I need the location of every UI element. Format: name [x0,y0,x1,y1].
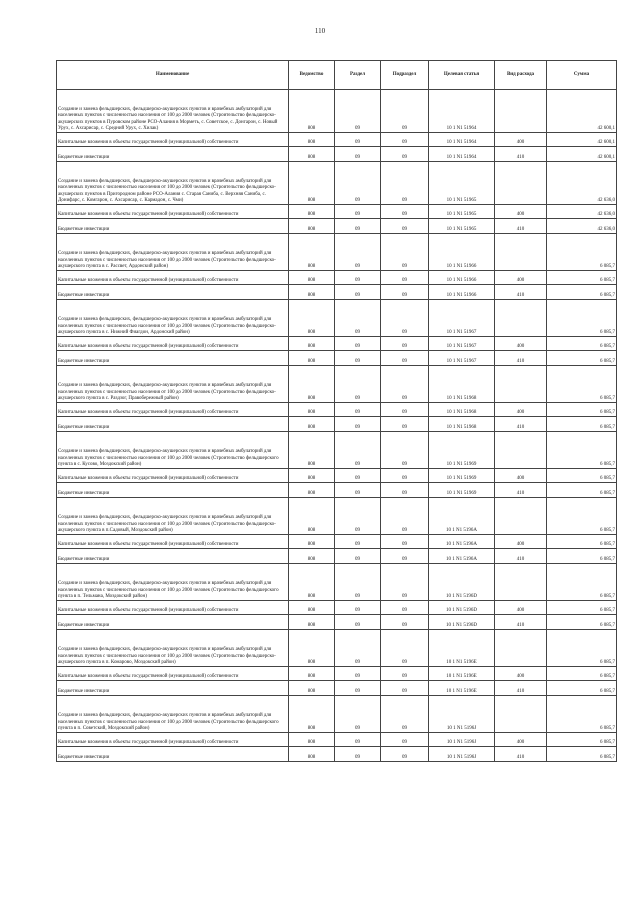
cell-statya: 10 1 N1 51964 [429,147,495,162]
cell-statya: 10 1 N1 5196D [429,564,495,601]
cell-name: Создание и замена фельдшерских, фельдшерско-акушерских пунктов и врачебных амбулаторий для населенных пунктов с численностью населения от 100 до 2000 человек (Строительство фельдшерского пункта в с. Кусово, Моздокский район) [57,432,289,469]
cell-razdel: 09 [335,667,381,681]
cell-summa: 42 636,0 [547,205,617,219]
cell-summa: 6 085,7 [547,696,617,733]
cell-razdel: 09 [335,162,381,205]
cell-vid [495,432,547,469]
cell-summa: 6 085,7 [547,681,617,696]
cell-name: Создание и замена фельдшерских, фельдшерско-акушерских пунктов и врачебных амбулаторий для населенных пунктов с численностью населения от 100 до 2000 человек (Строительство фельдшерско-акушерского пункта в с. Рассвет, Ардонский район) [57,234,289,271]
cell-vedomstvo: 808 [289,403,335,417]
cell-statya: 10 1 N1 5196J [429,733,495,747]
cell-summa: 6 085,7 [547,747,617,762]
cell-vid [495,162,547,205]
table-row [57,696,617,733]
cell-name: Создание и замена фельдшерских, фельдшерско-акушерских пунктов и врачебных амбулаторий для населенных пунктов с численностью населения от 100 до 2000 человек (Строительство фельдшерско-акушерских пунктов в Пуровском районе РСО-Алания в Морметь, с. Советское, с. Донгарон, с. Новый Урух, с. Ахсарисар, с. Средний Урух, с. Хилак) [57,90,289,133]
cell-razdel: 09 [335,681,381,696]
cell-vid: 400 [495,403,547,417]
cell-podrazdel: 09 [381,601,429,615]
table-row [57,498,617,535]
table-row [57,483,617,498]
cell-name: Создание и замена фельдшерских, фельдшерско-акушерских пунктов и врачебных амбулаторий для населенных пунктов с численностью населения от 100 до 2000 человек (Строительство фельдшерского пункта в п. Тельмана, Моздокский район) [57,564,289,601]
cell-name: Бюджетные инвестиции [57,549,289,564]
cell-statya: 10 1 N1 51968 [429,366,495,403]
cell-statya: 10 1 N1 51969 [429,483,495,498]
col-header-razdel: Раздел [335,61,381,90]
cell-vid: 400 [495,535,547,549]
cell-vedomstvo: 808 [289,133,335,147]
cell-vid: 400 [495,733,547,747]
cell-podrazdel: 09 [381,747,429,762]
cell-podrazdel: 09 [381,615,429,630]
table-row [57,667,617,681]
cell-summa: 6 085,7 [547,549,617,564]
cell-podrazdel: 09 [381,351,429,366]
page-number: 110 [314,27,326,35]
cell-razdel: 09 [335,564,381,601]
cell-vedomstvo: 808 [289,219,335,234]
cell-razdel: 09 [335,147,381,162]
cell-summa: 6 085,7 [547,300,617,337]
cell-podrazdel: 09 [381,205,429,219]
cell-statya: 10 1 N1 51969 [429,432,495,469]
col-header-podrazdel: Подраздел [381,61,429,90]
cell-razdel: 09 [335,696,381,733]
cell-podrazdel: 09 [381,417,429,432]
col-header-vid: Вид расхода [495,61,547,90]
cell-name: Бюджетные инвестиции [57,417,289,432]
cell-vid [495,696,547,733]
table-row [57,601,617,615]
cell-summa: 6 085,7 [547,483,617,498]
cell-podrazdel: 09 [381,90,429,133]
cell-vid: 400 [495,469,547,483]
cell-summa: 42 600,1 [547,147,617,162]
cell-razdel: 09 [335,747,381,762]
cell-name: Бюджетные инвестиции [57,351,289,366]
cell-name: Бюджетные инвестиции [57,219,289,234]
table-row [57,271,617,285]
cell-statya: 10 1 N1 51966 [429,285,495,300]
cell-podrazdel: 09 [381,681,429,696]
table-row [57,549,617,564]
cell-razdel: 09 [335,90,381,133]
table-row [57,747,617,762]
cell-podrazdel: 09 [381,535,429,549]
cell-vid: 410 [495,351,547,366]
cell-statya: 10 1 N1 5196A [429,535,495,549]
table-row [57,285,617,300]
cell-vid [495,90,547,133]
cell-vid: 410 [495,417,547,432]
cell-razdel: 09 [335,615,381,630]
cell-name: Капитальные вложения в объекты государственной (муниципальной) собственности [57,133,289,147]
col-header-statya: Целевая статья [429,61,495,90]
cell-vid: 400 [495,601,547,615]
cell-vedomstvo: 808 [289,696,335,733]
cell-name: Создание и замена фельдшерских, фельдшерско-акушерских пунктов и врачебных амбулаторий для населенных пунктов с численностью населения от 100 до 2000 человек (Строительство фельдшерско-акушерского пункта в с. Раздзог, Правобережный район) [57,366,289,403]
cell-vid: 400 [495,205,547,219]
cell-podrazdel: 09 [381,366,429,403]
cell-summa: 6 085,7 [547,271,617,285]
cell-summa: 42 636,0 [547,219,617,234]
cell-vid [495,300,547,337]
cell-razdel: 09 [335,417,381,432]
table-row [57,337,617,351]
cell-podrazdel: 09 [381,498,429,535]
cell-name: Капитальные вложения в объекты государственной (муниципальной) собственности [57,271,289,285]
cell-vedomstvo: 808 [289,564,335,601]
cell-vedomstvo: 808 [289,549,335,564]
cell-podrazdel: 09 [381,147,429,162]
table-row [57,234,617,271]
table-row [57,733,617,747]
cell-vid: 400 [495,337,547,351]
cell-statya: 10 1 N1 51968 [429,417,495,432]
cell-name: Бюджетные инвестиции [57,285,289,300]
table-row [57,564,617,601]
cell-podrazdel: 09 [381,234,429,271]
cell-vedomstvo: 808 [289,630,335,667]
cell-summa: 42 600,1 [547,133,617,147]
cell-vedomstvo: 808 [289,205,335,219]
cell-vedomstvo: 808 [289,498,335,535]
cell-statya: 10 1 N1 5196J [429,747,495,762]
cell-name: Капитальные вложения в объекты государственной (муниципальной) собственности [57,205,289,219]
cell-vedomstvo: 808 [289,234,335,271]
cell-summa: 6 085,7 [547,630,617,667]
cell-razdel: 09 [335,403,381,417]
cell-statya: 10 1 N1 51965 [429,219,495,234]
table-row [57,90,617,133]
cell-vedomstvo: 808 [289,162,335,205]
cell-vedomstvo: 808 [289,337,335,351]
cell-statya: 10 1 N1 51968 [429,403,495,417]
cell-vid [495,498,547,535]
cell-podrazdel: 09 [381,300,429,337]
cell-statya: 10 1 N1 51965 [429,162,495,205]
cell-vedomstvo: 808 [289,90,335,133]
cell-name: Капитальные вложения в объекты государственной (муниципальной) собственности [57,469,289,483]
cell-podrazdel: 09 [381,432,429,469]
cell-razdel: 09 [335,234,381,271]
cell-podrazdel: 09 [381,219,429,234]
cell-podrazdel: 09 [381,337,429,351]
cell-podrazdel: 09 [381,733,429,747]
cell-vid: 400 [495,667,547,681]
cell-vedomstvo: 808 [289,417,335,432]
cell-vedomstvo: 808 [289,469,335,483]
cell-name: Бюджетные инвестиции [57,747,289,762]
cell-name: Бюджетные инвестиции [57,615,289,630]
table-row [57,300,617,337]
cell-statya: 10 1 N1 5196D [429,615,495,630]
cell-vedomstvo: 808 [289,366,335,403]
cell-summa: 6 085,7 [547,432,617,469]
table-row [57,681,617,696]
cell-vid: 410 [495,285,547,300]
cell-vedomstvo: 808 [289,667,335,681]
cell-podrazdel: 09 [381,483,429,498]
cell-name: Капитальные вложения в объекты государственной (муниципальной) собственности [57,667,289,681]
cell-razdel: 09 [335,535,381,549]
cell-statya: 10 1 N1 51967 [429,351,495,366]
cell-summa: 6 085,7 [547,403,617,417]
cell-razdel: 09 [335,549,381,564]
cell-vid [495,630,547,667]
cell-razdel: 09 [335,300,381,337]
cell-podrazdel: 09 [381,271,429,285]
table-row [57,535,617,549]
cell-podrazdel: 09 [381,549,429,564]
table-body [57,90,617,762]
cell-podrazdel: 09 [381,667,429,681]
cell-razdel: 09 [335,205,381,219]
cell-summa: 6 085,7 [547,535,617,549]
cell-vid: 410 [495,549,547,564]
cell-razdel: 09 [335,133,381,147]
cell-statya: 10 1 N1 5196A [429,549,495,564]
cell-vid: 400 [495,271,547,285]
cell-statya: 10 1 N1 5196A [429,498,495,535]
cell-razdel: 09 [335,351,381,366]
cell-statya: 10 1 N1 5196J [429,696,495,733]
cell-vedomstvo: 808 [289,747,335,762]
cell-vid [495,564,547,601]
table-row [57,469,617,483]
cell-statya: 10 1 N1 51966 [429,271,495,285]
cell-statya: 10 1 N1 5196E [429,667,495,681]
cell-razdel: 09 [335,601,381,615]
cell-name: Капитальные вложения в объекты государственной (муниципальной) собственности [57,601,289,615]
cell-name: Бюджетные инвестиции [57,147,289,162]
cell-summa: 6 085,7 [547,733,617,747]
cell-podrazdel: 09 [381,162,429,205]
cell-summa: 6 085,7 [547,417,617,432]
cell-razdel: 09 [335,337,381,351]
cell-podrazdel: 09 [381,133,429,147]
cell-name: Капитальные вложения в объекты государственной (муниципальной) собственности [57,535,289,549]
cell-statya: 10 1 N1 5196E [429,630,495,667]
cell-razdel: 09 [335,285,381,300]
cell-name: Капитальные вложения в объекты государственной (муниципальной) собственности [57,337,289,351]
cell-summa: 42 636,0 [547,162,617,205]
cell-summa: 6 085,7 [547,351,617,366]
table-row [57,133,617,147]
cell-name: Капитальные вложения в объекты государственной (муниципальной) собственности [57,403,289,417]
cell-statya: 10 1 N1 51964 [429,133,495,147]
cell-statya: 10 1 N1 51969 [429,469,495,483]
table-row [57,351,617,366]
cell-vedomstvo: 808 [289,147,335,162]
cell-podrazdel: 09 [381,696,429,733]
cell-statya: 10 1 N1 51965 [429,205,495,219]
cell-vedomstvo: 808 [289,681,335,696]
cell-summa: 6 085,7 [547,234,617,271]
cell-statya: 10 1 N1 51964 [429,90,495,133]
col-header-name: Наименование [57,61,289,90]
cell-name: Создание и замена фельдшерских, фельдшерско-акушерских пунктов и врачебных амбулаторий для населенных пунктов с численностью населения от 100 до 2000 человек (Строительство фельдшерско-акушерского пункта в п.Садовый, Моздокский район) [57,498,289,535]
cell-summa: 6 085,7 [547,498,617,535]
cell-vid: 410 [495,147,547,162]
cell-vid: 410 [495,219,547,234]
budget-table [56,60,617,762]
cell-vedomstvo: 808 [289,483,335,498]
table-row [57,366,617,403]
cell-statya: 10 1 N1 51966 [429,234,495,271]
cell-name: Создание и замена фельдшерских, фельдшерско-акушерских пунктов и врачебных амбулаторий для населенных пунктов с численностью населения от 100 до 2000 человек (Строительство фельдшерско-акушерского пункта в п. Комарово, Моздокский район) [57,630,289,667]
cell-podrazdel: 09 [381,403,429,417]
cell-vid: 410 [495,615,547,630]
cell-razdel: 09 [335,219,381,234]
cell-statya: 10 1 N1 51967 [429,300,495,337]
cell-vid: 410 [495,681,547,696]
cell-vedomstvo: 808 [289,300,335,337]
cell-razdel: 09 [335,483,381,498]
cell-name: Бюджетные инвестиции [57,681,289,696]
cell-summa: 6 085,7 [547,601,617,615]
cell-podrazdel: 09 [381,630,429,667]
cell-vedomstvo: 808 [289,601,335,615]
cell-podrazdel: 09 [381,564,429,601]
table-row [57,432,617,469]
cell-vedomstvo: 808 [289,535,335,549]
cell-podrazdel: 09 [381,469,429,483]
cell-summa: 6 085,7 [547,337,617,351]
cell-podrazdel: 09 [381,285,429,300]
cell-summa: 6 085,7 [547,469,617,483]
cell-vid: 400 [495,133,547,147]
cell-statya: 10 1 N1 51967 [429,337,495,351]
cell-vedomstvo: 808 [289,351,335,366]
cell-vid [495,234,547,271]
cell-razdel: 09 [335,432,381,469]
cell-summa: 6 085,7 [547,366,617,403]
cell-name: Капитальные вложения в объекты государственной (муниципальной) собственности [57,733,289,747]
cell-razdel: 09 [335,733,381,747]
cell-name: Бюджетные инвестиции [57,483,289,498]
cell-summa: 6 085,7 [547,615,617,630]
cell-vedomstvo: 808 [289,285,335,300]
cell-name: Создание и замена фельдшерских, фельдшерско-акушерских пунктов и врачебных амбулаторий для населенных пунктов с численностью населения от 100 до 2000 человек (Строительство фельдшерско-акушерского пункта в с. Нижний Фиагдон, Ардонский район) [57,300,289,337]
cell-vid: 410 [495,483,547,498]
cell-summa: 42 600,1 [547,90,617,133]
table-row [57,403,617,417]
cell-name: Создание и замена фельдшерских, фельдшерско-акушерских пунктов и врачебных амбулаторий для населенных пунктов с численностью населения от 100 до 2000 человек (Строительство фельдшерского пункта в п. Советский, Моздокский район) [57,696,289,733]
cell-name: Создание и замена фельдшерских, фельдшерско-акушерских пунктов и врачебных амбулаторий для населенных пунктов с численностью населения от 100 до 2000 человек (Строительство фельдшерско-акушерских пунктов в Пригородном районе РСО-Алания с. Старая Саниба, с. Верхняя Саниба, с. Донифарс, с. Комгарон, с. Ахсарисар, с. Кармадон, с. Чми) [57,162,289,205]
cell-vedomstvo: 808 [289,615,335,630]
cell-vid: 410 [495,747,547,762]
col-header-summa: Сумма [547,61,617,90]
cell-statya: 10 1 N1 5196E [429,681,495,696]
cell-vedomstvo: 808 [289,432,335,469]
cell-razdel: 09 [335,366,381,403]
cell-vid [495,366,547,403]
table-row [57,615,617,630]
cell-razdel: 09 [335,498,381,535]
cell-summa: 6 085,7 [547,285,617,300]
cell-razdel: 09 [335,630,381,667]
cell-summa: 6 085,7 [547,667,617,681]
table-row [57,417,617,432]
cell-razdel: 09 [335,271,381,285]
cell-vedomstvo: 808 [289,271,335,285]
table-row [57,630,617,667]
cell-statya: 10 1 N1 5196D [429,601,495,615]
table-row [57,162,617,205]
col-header-vedomstvo: Ведомство [289,61,335,90]
cell-razdel: 09 [335,469,381,483]
table-row [57,219,617,234]
table-row [57,147,617,162]
table-header-row [57,61,617,90]
cell-summa: 6 085,7 [547,564,617,601]
table-row [57,205,617,219]
cell-vedomstvo: 808 [289,733,335,747]
